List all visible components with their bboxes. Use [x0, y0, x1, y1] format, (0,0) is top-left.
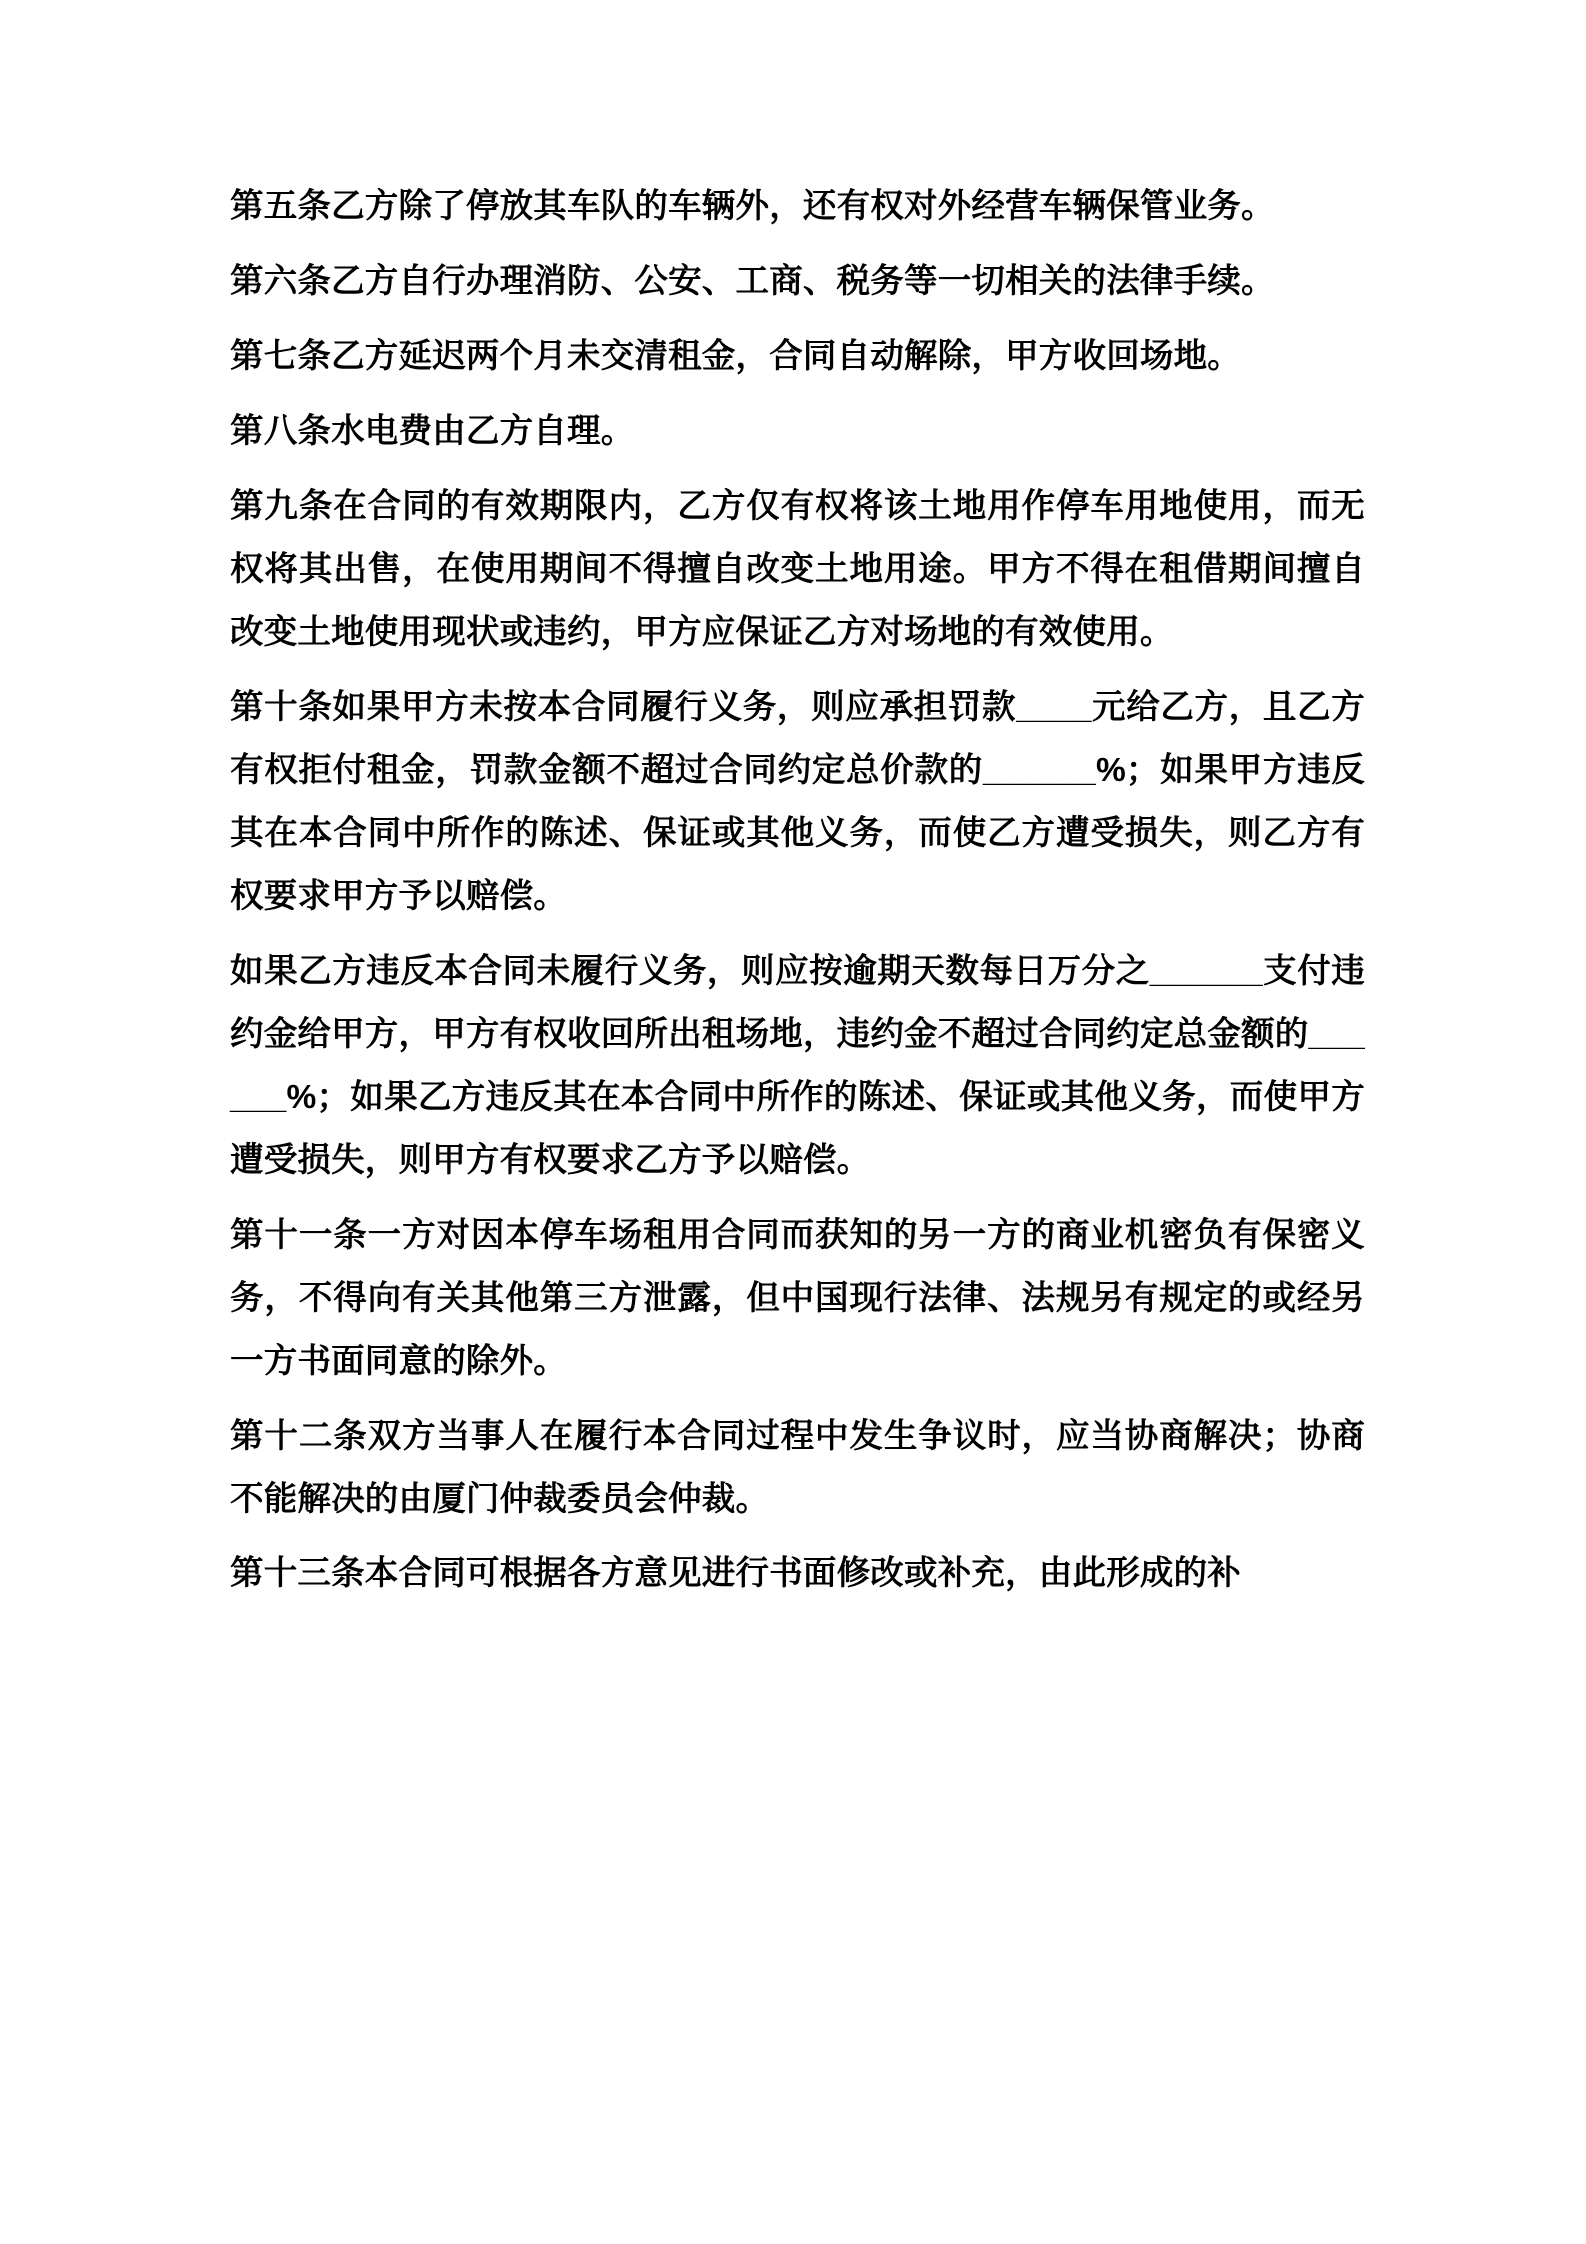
paragraph-article-8: 第八条水电费由乙方自理。	[230, 413, 635, 450]
paragraph-article-5: 第五条乙方除了停放其车队的车辆外，还有权对外经营车辆保管业务。	[230, 188, 1275, 225]
paragraph-article-6: 第六条乙方自行办理消防、公安、工商、税务等一切相关的法律手续。	[230, 263, 1275, 300]
paragraph-article-10-continued: 如果乙方违反本合同未履行义务，则应按逾期天数每日万分之______支付违约金给甲方，甲方有权收回所出租场地，违约金不超过合同约定总金额的______%；如果乙方违反其在本合同中所作的陈述、保证或其他义务，而使甲方遭受损失，则甲方有权要求乙方予以赔偿。	[230, 953, 1365, 1179]
paragraph-article-11: 第十一条一方对因本停车场租用合同而获知的另一方的商业机密负有保密义务，不得向有关其他第三方泄露，但中国现行法律、法规另有规定的或经另一方书面同意的除外。	[230, 1217, 1365, 1380]
paragraph-article-13: 第十三条本合同可根据各方意见进行书面修改或补充，由此形成的补	[230, 1555, 1241, 1592]
paragraph-article-12: 第十二条双方当事人在履行本合同过程中发生争议时，应当协商解决；协商不能解决的由厦门仲裁委员会仲裁。	[230, 1418, 1365, 1518]
document-body	[230, 175, 1365, 1605]
paragraph-article-10: 第十条如果甲方未按本合同履行义务，则应承担罚款____元给乙方，且乙方有权拒付租金，罚款金额不超过合同约定总价款的______%；如果甲方违反其在本合同中所作的陈述、保证或其他义务，而使乙方遭受损失，则乙方有权要求甲方予以赔偿。	[230, 689, 1365, 915]
paragraph-article-9: 第九条在合同的有效期限内，乙方仅有权将该土地用作停车用地使用，而无权将其出售，在使用期间不得擅自改变土地用途。甲方不得在租借期间擅自改变土地使用现状或违约，甲方应保证乙方对场地的有效使用。	[230, 488, 1365, 651]
paragraph-article-7: 第七条乙方延迟两个月未交清租金，合同自动解除，甲方收回场地。	[230, 338, 1241, 375]
